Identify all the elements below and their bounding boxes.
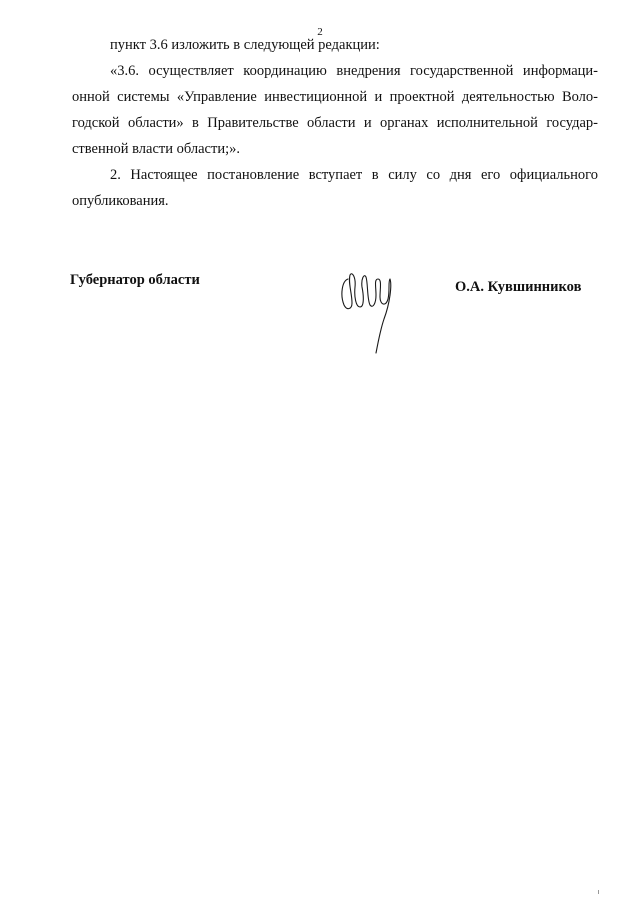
paragraph-amendment-intro	[72, 32, 598, 58]
signatory-title: Губернатор области	[70, 272, 200, 288]
paragraph-line: онной системы «Управление инвестиционной и проектной деятельностью Воло-	[72, 89, 598, 105]
paragraph-line: «3.6. осуществляет координацию внедрения государственной информаци-	[110, 63, 598, 79]
page-number: 2	[317, 26, 323, 38]
paragraph-amendment-text	[72, 58, 598, 162]
handwritten-signature	[334, 263, 404, 358]
signatory-name: О.А. Кувшинников	[455, 279, 582, 295]
paragraph-line: пункт 3.6 изложить в следующей редакции:	[110, 37, 380, 53]
paragraph-line: опубликования.	[72, 193, 169, 209]
paragraph-line: 2. Настоящее постановление вступает в силу со дня его официального	[110, 167, 598, 183]
paragraph-effective-date	[72, 162, 598, 214]
paragraph-line: ственной власти области;».	[72, 141, 240, 157]
scan-mark	[598, 890, 599, 894]
paragraph-line: годской области» в Правительстве области и органах исполнительной государ-	[72, 115, 598, 131]
